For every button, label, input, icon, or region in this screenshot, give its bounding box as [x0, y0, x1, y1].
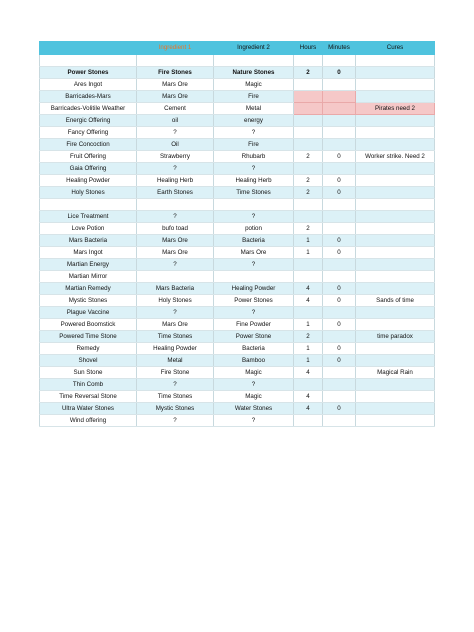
cell-minutes[interactable]: 0 [323, 247, 356, 259]
cell-ingredient-2[interactable]: Healing Powder [214, 283, 294, 295]
cell-ingredient-2[interactable]: Power Stones [214, 295, 294, 307]
cell-name[interactable]: Healing Powder [40, 175, 137, 187]
recipe-table [39, 41, 435, 427]
cell-ingredient-2[interactable]: potion [214, 223, 294, 235]
cell-ingredient-2[interactable]: Power Stone [214, 331, 294, 343]
cell-cures[interactable]: time paradox [356, 331, 435, 343]
cell-minutes[interactable]: 0 [323, 343, 356, 355]
cell-hours[interactable]: 2 [294, 151, 323, 163]
cell-hours[interactable] [294, 115, 323, 127]
cell-cures[interactable] [356, 391, 435, 403]
cell-name[interactable]: Time Reversal Stone [40, 391, 137, 403]
cell-hours[interactable]: 2 [294, 331, 323, 343]
table-row [40, 319, 435, 331]
header-row [40, 41, 435, 55]
cell-ingredient-1[interactable]: Mars Ore [137, 247, 214, 259]
table-row [40, 199, 435, 211]
cell-ingredient-2[interactable]: ? [214, 415, 294, 427]
cell-minutes[interactable] [323, 331, 356, 343]
cell-hours[interactable] [294, 91, 323, 103]
cell-ingredient-1[interactable]: ? [137, 211, 214, 223]
cell-ingredient-1[interactable]: oil [137, 115, 214, 127]
cell-name[interactable]: Power Stones [40, 67, 137, 79]
cell-minutes[interactable]: 0 [323, 235, 356, 247]
table-row [40, 55, 435, 67]
cell-hours[interactable] [294, 79, 323, 91]
table-row [40, 367, 435, 379]
table-row [40, 79, 435, 91]
cell-hours[interactable] [294, 163, 323, 175]
cell-ingredient-1[interactable]: Metal [137, 355, 214, 367]
cell-ingredient-2[interactable] [214, 271, 294, 283]
cell-cures[interactable] [356, 91, 435, 103]
cell-cures[interactable] [356, 199, 435, 211]
table-row [40, 151, 435, 163]
table-row [40, 271, 435, 283]
cell-minutes[interactable]: 0 [323, 151, 356, 163]
cell-minutes[interactable]: 0 [323, 355, 356, 367]
cell-ingredient-2[interactable]: ? [214, 127, 294, 139]
cell-cures[interactable] [356, 175, 435, 187]
header-cell-name[interactable] [40, 41, 137, 55]
cell-ingredient-1[interactable]: Mars Bacteria [137, 283, 214, 295]
table-row [40, 103, 435, 115]
cell-hours[interactable]: 4 [294, 391, 323, 403]
cell-ingredient-2[interactable]: Magic [214, 367, 294, 379]
cell-minutes[interactable]: 0 [323, 283, 356, 295]
cell-hours[interactable]: 1 [294, 319, 323, 331]
cell-minutes[interactable]: 0 [323, 295, 356, 307]
cell-minutes[interactable]: 0 [323, 175, 356, 187]
cell-minutes[interactable] [323, 307, 356, 319]
cell-ingredient-2[interactable]: ? [214, 259, 294, 271]
table-row [40, 187, 435, 199]
table-row [40, 259, 435, 271]
table-row [40, 91, 435, 103]
cell-ingredient-2[interactable] [214, 55, 294, 67]
cell-hours[interactable]: 2 [294, 187, 323, 199]
table-row [40, 379, 435, 391]
cell-cures[interactable] [356, 139, 435, 151]
table-row [40, 307, 435, 319]
cell-ingredient-1[interactable]: Time Stones [137, 331, 214, 343]
cell-ingredient-1[interactable] [137, 271, 214, 283]
cell-hours[interactable]: 4 [294, 283, 323, 295]
cell-name[interactable]: Lice Treatment [40, 211, 137, 223]
cell-cures[interactable] [356, 343, 435, 355]
cell-name[interactable]: Powered Time Stone [40, 331, 137, 343]
table-row [40, 355, 435, 367]
table-row [40, 331, 435, 343]
cell-hours[interactable]: 4 [294, 403, 323, 415]
cell-ingredient-2[interactable] [214, 199, 294, 211]
cell-name[interactable]: Fire Concoction [40, 139, 137, 151]
cell-ingredient-2[interactable]: Metal [214, 103, 294, 115]
recipe-table-body [40, 41, 435, 427]
table-row [40, 175, 435, 187]
header-cell-minutes[interactable]: Minutes [323, 41, 356, 55]
cell-ingredient-2[interactable]: ? [214, 163, 294, 175]
cell-ingredient-2[interactable]: Bacteria [214, 235, 294, 247]
cell-ingredient-1[interactable]: ? [137, 379, 214, 391]
cell-cures[interactable]: Pirates need 2 [356, 103, 435, 115]
cell-hours[interactable] [294, 199, 323, 211]
cell-ingredient-1[interactable]: Mystic Stones [137, 403, 214, 415]
cell-cures[interactable] [356, 379, 435, 391]
cell-hours[interactable]: 1 [294, 343, 323, 355]
cell-minutes[interactable] [323, 139, 356, 151]
cell-name[interactable]: Wind offering [40, 415, 137, 427]
cell-ingredient-2[interactable]: Nature Stones [214, 67, 294, 79]
cell-hours[interactable]: 1 [294, 235, 323, 247]
cell-ingredient-1[interactable]: Mars Ore [137, 319, 214, 331]
cell-name[interactable]: Mars Ingot [40, 247, 137, 259]
cell-hours[interactable] [294, 259, 323, 271]
cell-ingredient-2[interactable]: ? [214, 379, 294, 391]
cell-minutes[interactable] [323, 199, 356, 211]
cell-ingredient-1[interactable]: Strawberry [137, 151, 214, 163]
cell-hours[interactable] [294, 307, 323, 319]
cell-cures[interactable] [356, 187, 435, 199]
cell-ingredient-1[interactable]: Mars Ore [137, 79, 214, 91]
cell-name[interactable]: Martian Mirror [40, 271, 137, 283]
cell-cures[interactable] [356, 319, 435, 331]
cell-minutes[interactable] [323, 271, 356, 283]
cell-minutes[interactable] [323, 115, 356, 127]
cell-cures[interactable] [356, 283, 435, 295]
cell-ingredient-1[interactable]: Earth Stones [137, 187, 214, 199]
header-cell-ingredient-1[interactable]: Ingredient 1 [137, 41, 214, 55]
cell-ingredient-2[interactable]: Healing Herb [214, 175, 294, 187]
cell-cures[interactable] [356, 115, 435, 127]
cell-name[interactable]: Martian Remedy [40, 283, 137, 295]
cell-name[interactable]: Martian Energy [40, 259, 137, 271]
cell-minutes[interactable] [323, 127, 356, 139]
cell-minutes[interactable] [323, 367, 356, 379]
cell-ingredient-1[interactable]: ? [137, 415, 214, 427]
cell-hours[interactable]: 4 [294, 295, 323, 307]
cell-minutes[interactable] [323, 55, 356, 67]
cell-ingredient-2[interactable]: ? [214, 307, 294, 319]
cell-hours[interactable] [294, 271, 323, 283]
cell-cures[interactable] [356, 79, 435, 91]
cell-ingredient-1[interactable]: Mars Ore [137, 91, 214, 103]
cell-cures[interactable] [356, 67, 435, 79]
table-row [40, 127, 435, 139]
cell-name[interactable]: Love Potion [40, 223, 137, 235]
cell-hours[interactable]: 2 [294, 175, 323, 187]
table-row [40, 415, 435, 427]
cell-cures[interactable] [356, 127, 435, 139]
cell-name[interactable]: Plague Vaccine [40, 307, 137, 319]
cell-cures[interactable] [356, 55, 435, 67]
cell-name[interactable]: Mars Bacteria [40, 235, 137, 247]
cell-name[interactable] [40, 199, 137, 211]
cell-hours[interactable]: 2 [294, 223, 323, 235]
table-row [40, 295, 435, 307]
cell-ingredient-1[interactable]: Fire Stones [137, 67, 214, 79]
cell-ingredient-2[interactable]: Magic [214, 391, 294, 403]
cell-cures[interactable]: Magical Rain [356, 367, 435, 379]
cell-minutes[interactable] [323, 259, 356, 271]
cell-name[interactable]: Sun Stone [40, 367, 137, 379]
cell-cures[interactable]: Sands of time [356, 295, 435, 307]
cell-ingredient-2[interactable]: Bacteria [214, 343, 294, 355]
cell-minutes[interactable]: 0 [323, 319, 356, 331]
table-row [40, 163, 435, 175]
cell-ingredient-1[interactable]: Cement [137, 103, 214, 115]
cell-name[interactable]: Holy Stones [40, 187, 137, 199]
table-row [40, 211, 435, 223]
cell-ingredient-1[interactable] [137, 55, 214, 67]
cell-ingredient-1[interactable]: ? [137, 163, 214, 175]
table-row [40, 235, 435, 247]
cell-name[interactable]: Mystic Stones [40, 295, 137, 307]
cell-minutes[interactable] [323, 163, 356, 175]
cell-ingredient-2[interactable]: Bamboo [214, 355, 294, 367]
cell-cures[interactable] [356, 271, 435, 283]
cell-minutes[interactable]: 0 [323, 403, 356, 415]
cell-ingredient-1[interactable]: ? [137, 127, 214, 139]
cell-hours[interactable] [294, 211, 323, 223]
cell-ingredient-1[interactable]: Healing Herb [137, 175, 214, 187]
cell-hours[interactable]: 1 [294, 247, 323, 259]
table-row [40, 67, 435, 79]
cell-ingredient-2[interactable]: Mars Ore [214, 247, 294, 259]
table-row [40, 139, 435, 151]
cell-cures[interactable]: Worker strike. Need 2 [356, 151, 435, 163]
cell-cures[interactable] [356, 163, 435, 175]
cell-ingredient-2[interactable]: Fire [214, 139, 294, 151]
table-row [40, 403, 435, 415]
cell-ingredient-2[interactable]: Fire [214, 91, 294, 103]
table-row [40, 391, 435, 403]
cell-name[interactable]: Fancy Offering [40, 127, 137, 139]
cell-ingredient-2[interactable]: Water Stones [214, 403, 294, 415]
cell-ingredient-1[interactable]: ? [137, 307, 214, 319]
cell-ingredient-2[interactable]: ? [214, 211, 294, 223]
cell-cures[interactable] [356, 355, 435, 367]
cell-cures[interactable] [356, 235, 435, 247]
cell-ingredient-2[interactable]: energy [214, 115, 294, 127]
table-row [40, 247, 435, 259]
cell-name[interactable]: Fruit Offering [40, 151, 137, 163]
cell-minutes[interactable] [323, 91, 356, 103]
cell-name[interactable]: Ultra Water Stones [40, 403, 137, 415]
cell-ingredient-1[interactable]: Holy Stones [137, 295, 214, 307]
cell-cures[interactable] [356, 307, 435, 319]
cell-name[interactable]: Remedy [40, 343, 137, 355]
table-row [40, 283, 435, 295]
cell-name[interactable]: Energic Offering [40, 115, 137, 127]
cell-minutes[interactable] [323, 415, 356, 427]
cell-hours[interactable] [294, 379, 323, 391]
table-row [40, 223, 435, 235]
cell-hours[interactable] [294, 55, 323, 67]
cell-hours[interactable]: 2 [294, 67, 323, 79]
cell-hours[interactable]: 4 [294, 367, 323, 379]
header-cell-cures[interactable]: Cures [356, 41, 435, 55]
table-row [40, 343, 435, 355]
cell-hours[interactable]: 1 [294, 355, 323, 367]
cell-cures[interactable] [356, 223, 435, 235]
cell-ingredient-1[interactable] [137, 199, 214, 211]
cell-name[interactable]: Thin Comb [40, 379, 137, 391]
cell-ingredient-1[interactable]: Time Stones [137, 391, 214, 403]
cell-name[interactable] [40, 55, 137, 67]
cell-ingredient-1[interactable]: Fire Stone [137, 367, 214, 379]
cell-cures[interactable] [356, 211, 435, 223]
cell-minutes[interactable] [323, 79, 356, 91]
cell-hours[interactable] [294, 127, 323, 139]
cell-ingredient-2[interactable]: Time Stones [214, 187, 294, 199]
header-cell-ingredient-2[interactable]: Ingredient 2 [214, 41, 294, 55]
cell-ingredient-1[interactable]: Healing Powder [137, 343, 214, 355]
cell-hours[interactable] [294, 415, 323, 427]
cell-cures[interactable] [356, 403, 435, 415]
cell-minutes[interactable] [323, 391, 356, 403]
cell-ingredient-1[interactable]: Oil [137, 139, 214, 151]
cell-ingredient-2[interactable]: Fine Powder [214, 319, 294, 331]
table-row [40, 115, 435, 127]
header-cell-hours[interactable]: Hours [294, 41, 323, 55]
cell-name[interactable]: Shovel [40, 355, 137, 367]
cell-name[interactable]: Barricades-Mars [40, 91, 137, 103]
cell-ingredient-1[interactable]: bufo toad [137, 223, 214, 235]
cell-ingredient-1[interactable]: ? [137, 259, 214, 271]
cell-minutes[interactable]: 0 [323, 187, 356, 199]
cell-name[interactable]: Barricades-Volitile Weather [40, 103, 137, 115]
cell-ingredient-2[interactable]: Rhubarb [214, 151, 294, 163]
cell-ingredient-1[interactable]: Mars Ore [137, 235, 214, 247]
cell-minutes[interactable] [323, 211, 356, 223]
cell-hours[interactable] [294, 103, 323, 115]
cell-cures[interactable] [356, 247, 435, 259]
cell-cures[interactable] [356, 415, 435, 427]
cell-minutes[interactable]: 0 [323, 67, 356, 79]
cell-minutes[interactable] [323, 223, 356, 235]
cell-ingredient-2[interactable]: Magic [214, 79, 294, 91]
cell-minutes[interactable] [323, 379, 356, 391]
cell-minutes[interactable] [323, 103, 356, 115]
cell-cures[interactable] [356, 259, 435, 271]
cell-name[interactable]: Ares Ingot [40, 79, 137, 91]
cell-name[interactable]: Gaia Offering [40, 163, 137, 175]
cell-name[interactable]: Powered Boomstick [40, 319, 137, 331]
cell-hours[interactable] [294, 139, 323, 151]
